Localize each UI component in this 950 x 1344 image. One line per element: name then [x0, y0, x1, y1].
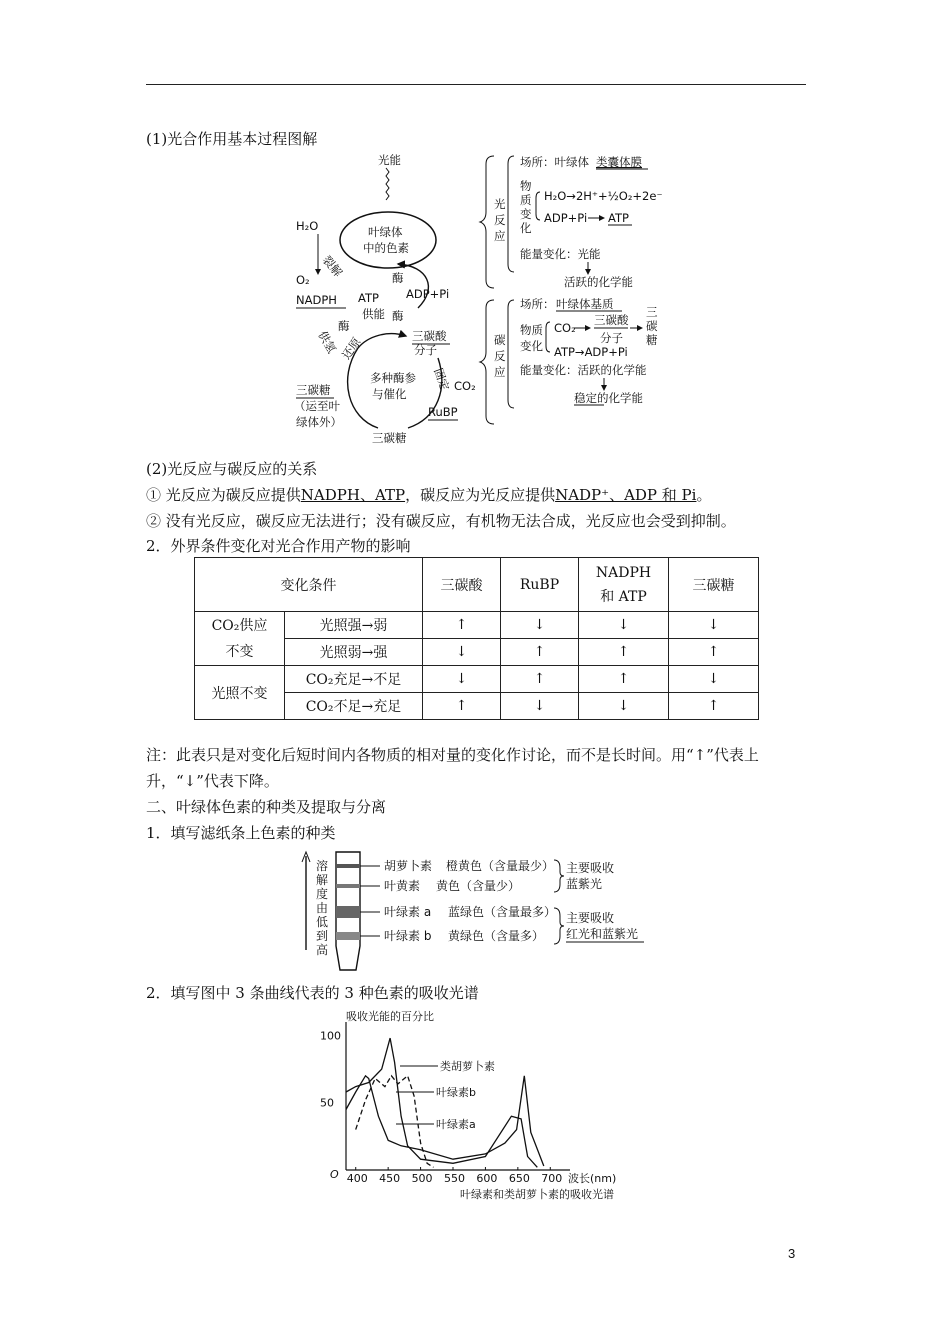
triose-label: 三碳糖 — [372, 431, 407, 445]
triose-out-line2: （运至叶 — [294, 399, 340, 413]
svg-text:蓝绿色（含量最多）: 蓝绿色（含量最多） — [448, 905, 557, 919]
y-tick-label: 100 — [320, 1029, 341, 1043]
lr-eq1: H₂O→2H⁺+½O₂+2e⁻ — [544, 189, 663, 203]
header-condition: 变化条件 — [195, 558, 423, 612]
fixation-label: 固定 — [431, 366, 453, 393]
table-header-row — [195, 558, 759, 612]
x-tick-label: 450 — [379, 1172, 401, 1185]
svg-text:由: 由 — [316, 901, 329, 915]
svg-text:蓝紫光: 蓝紫光 — [566, 877, 603, 891]
spectrum-heading: 2．填写图中 3 条曲线代表的 3 种色素的吸收光谱 — [146, 984, 479, 1002]
section2-heading: (2)光反应与碳反应的关系 — [146, 460, 318, 478]
x-tick-label: 400 — [346, 1172, 368, 1185]
strip-heading: 1．填写滤纸条上色素的种类 — [146, 824, 336, 842]
svg-text:低: 低 — [316, 915, 329, 929]
dr-eq1-right-1: 三 — [646, 305, 658, 319]
pigment-line2: 中的色素 — [363, 241, 409, 255]
lr-place-value: 类囊体膜 — [596, 155, 642, 169]
dr-eq1-right-2: 碳 — [646, 319, 658, 333]
table-row: CO₂不足→充足 ↑ ↓ ↓ ↑ — [195, 693, 759, 720]
lr-energy-label: 能量变化：光能 — [520, 247, 601, 261]
dr-place-value: 叶绿体基质 — [556, 297, 614, 311]
page-number: 3 — [788, 1246, 796, 1261]
dark-reaction-1: 碳 — [494, 333, 506, 347]
section1-heading: (1)光合作用基本过程图解 — [146, 130, 318, 148]
center-line2: 与催化 — [372, 387, 407, 401]
header-rubp: RuBP — [501, 558, 579, 612]
svg-text:胡萝卜素: 胡萝卜素 — [384, 859, 433, 873]
svg-text:到: 到 — [316, 929, 329, 943]
relation-item-1: ① 光反应为碳反应提供NADPH、ATP，碳反应为光反应提供NADP⁺、ADP 和 Pi。 — [146, 486, 712, 504]
x-tick-label: 650 — [508, 1172, 530, 1185]
svg-text:主要吸收: 主要吸收 — [566, 911, 615, 925]
header-rule — [146, 84, 806, 85]
dr-matter-2: 变化 — [520, 339, 543, 353]
nadph-label: NADPH — [296, 293, 337, 307]
light-energy-label: 光能 — [378, 153, 401, 167]
table-row: CO₂供应不变 光照强→弱 ↑ ↓ ↓ ↓ — [195, 612, 759, 639]
svg-text:解: 解 — [316, 873, 329, 887]
h2o-label: H₂O — [296, 219, 319, 233]
header-nadph: NADPH 和 ATP — [579, 558, 669, 612]
supply-energy-label: 供能 — [362, 307, 385, 321]
dark-reaction-3: 应 — [494, 365, 506, 379]
center-line1: 多种酶参 — [370, 371, 416, 385]
dr-eq1-left: CO₂ — [554, 321, 576, 335]
enzyme-label-2: 酶 — [392, 309, 404, 323]
svg-text:叶绿素 a: 叶绿素 a — [384, 905, 432, 919]
y-tick-label: 50 — [320, 1096, 334, 1110]
rubp-label: RuBP — [428, 405, 458, 419]
x-tick-label: 550 — [444, 1172, 465, 1185]
group-label: 光照不变 — [195, 666, 285, 720]
absorption-spectrum-chart — [310, 1008, 650, 1208]
lr-place-label: 场所：叶绿体 — [520, 155, 589, 169]
pga-label: 三碳酸 — [412, 329, 447, 343]
section3-heading: 2．外界条件变化对光合作用产物的影响 — [146, 537, 411, 555]
split-label: 裂解 — [319, 252, 346, 280]
co2-label: CO₂ — [454, 379, 476, 393]
dr-energy-label: 能量变化：活跃的化学能 — [520, 363, 647, 377]
o2-label: O₂ — [296, 273, 310, 287]
lr-eq2-left: ADP+Pi — [544, 211, 588, 225]
lr-matter-2: 质 — [520, 193, 532, 207]
relation-item-2: ② 没有光反应，碳反应无法进行；没有碳反应，有机物无法合成，光反应也会受到抑制。 — [146, 512, 736, 530]
group-label: CO₂供应不变 — [195, 612, 285, 666]
legend-label: 叶绿素a — [436, 1118, 476, 1131]
dr-eq2: ATP→ADP+Pi — [554, 345, 628, 359]
legend-label: 类胡萝卜素 — [440, 1060, 495, 1073]
dr-matter-1: 物质 — [520, 323, 543, 337]
header-pga: 三碳酸 — [423, 558, 501, 612]
dr-place-label: 场所： — [520, 297, 555, 311]
svg-text:黄绿色（含量多）: 黄绿色（含量多） — [448, 929, 545, 943]
reduction-label: 还原 — [338, 334, 364, 362]
dr-eq1-sub: 分子 — [600, 331, 623, 345]
lr-matter-3: 变 — [520, 207, 532, 221]
table-note: 注：此表只是对变化后短时间内各物质的相对量的变化作讨论，而不是长时间。用“↑”代表上升，“↓”代表下降。 — [146, 746, 759, 790]
header-triose: 三碳糖 — [669, 558, 759, 612]
supply-h-label: 供氢 — [315, 328, 340, 356]
x-axis-label: 波长(nm) — [568, 1172, 617, 1185]
condition-table — [194, 557, 759, 720]
series-line — [356, 1076, 434, 1168]
section4-heading: 二、叶绿体色素的种类及提取与分离 — [146, 798, 387, 816]
svg-text:黄色（含量少）: 黄色（含量少） — [436, 879, 521, 893]
dr-eq1-mid: 三碳酸 — [594, 313, 629, 327]
svg-text:叶黄素: 叶黄素 — [384, 879, 421, 893]
triose-out-line3: 绿体外） — [296, 415, 342, 429]
enzyme-label-1: 酶 — [392, 271, 404, 285]
legend-label: 叶绿素b — [436, 1086, 476, 1099]
light-reaction-1: 光 — [494, 197, 506, 211]
svg-text:橙黄色（含量最少）: 橙黄色（含量最少） — [446, 859, 555, 873]
molecule-label: 分子 — [414, 343, 437, 357]
chart-title: 叶绿素和类胡萝卜素的吸收光谱 — [460, 1188, 614, 1201]
svg-text:叶绿素 b: 叶绿素 b — [384, 929, 432, 943]
adp-label: ADP+Pi — [406, 287, 450, 301]
svg-text:主要吸收: 主要吸收 — [566, 861, 615, 875]
svg-text:溶: 溶 — [316, 859, 329, 873]
x-tick-label: 600 — [476, 1172, 498, 1185]
triose-out-line1: 三碳糖 — [296, 383, 331, 397]
dark-reaction-2: 反 — [494, 349, 506, 363]
filter-paper-strip — [300, 850, 660, 972]
chart-origin: O — [330, 1168, 339, 1181]
pigment-ellipse — [340, 212, 436, 268]
lr-matter-1: 物 — [520, 179, 532, 193]
pigment-line1: 叶绿体 — [368, 225, 403, 239]
table-row: 光照弱→强 ↓ ↑ ↑ ↑ — [195, 639, 759, 666]
atp-label: ATP — [358, 291, 379, 305]
enzyme-label-3: 酶 — [338, 319, 350, 333]
chart-ylabel: 吸收光能的百分比 — [346, 1010, 434, 1023]
light-wave-icon — [386, 168, 389, 200]
x-tick-label: 700 — [541, 1172, 563, 1185]
dr-eq1-right-3: 糖 — [646, 333, 658, 347]
light-reaction-3: 应 — [494, 229, 506, 243]
svg-text:高: 高 — [316, 943, 329, 957]
svg-text:度: 度 — [316, 887, 329, 901]
dr-energy-value: 稳定的化学能 — [574, 391, 643, 405]
table-row: 光照不变 CO₂充足→不足 ↓ ↑ ↑ ↓ — [195, 666, 759, 693]
light-reaction-2: 反 — [494, 213, 506, 227]
lr-matter-4: 化 — [520, 221, 532, 235]
x-tick-label: 500 — [411, 1172, 433, 1185]
photosynthesis-diagram — [288, 148, 664, 448]
lr-eq2-right: ATP — [608, 211, 629, 225]
lr-energy-value: 活跃的化学能 — [564, 275, 633, 289]
svg-text:红光和蓝紫光: 红光和蓝紫光 — [566, 927, 639, 941]
